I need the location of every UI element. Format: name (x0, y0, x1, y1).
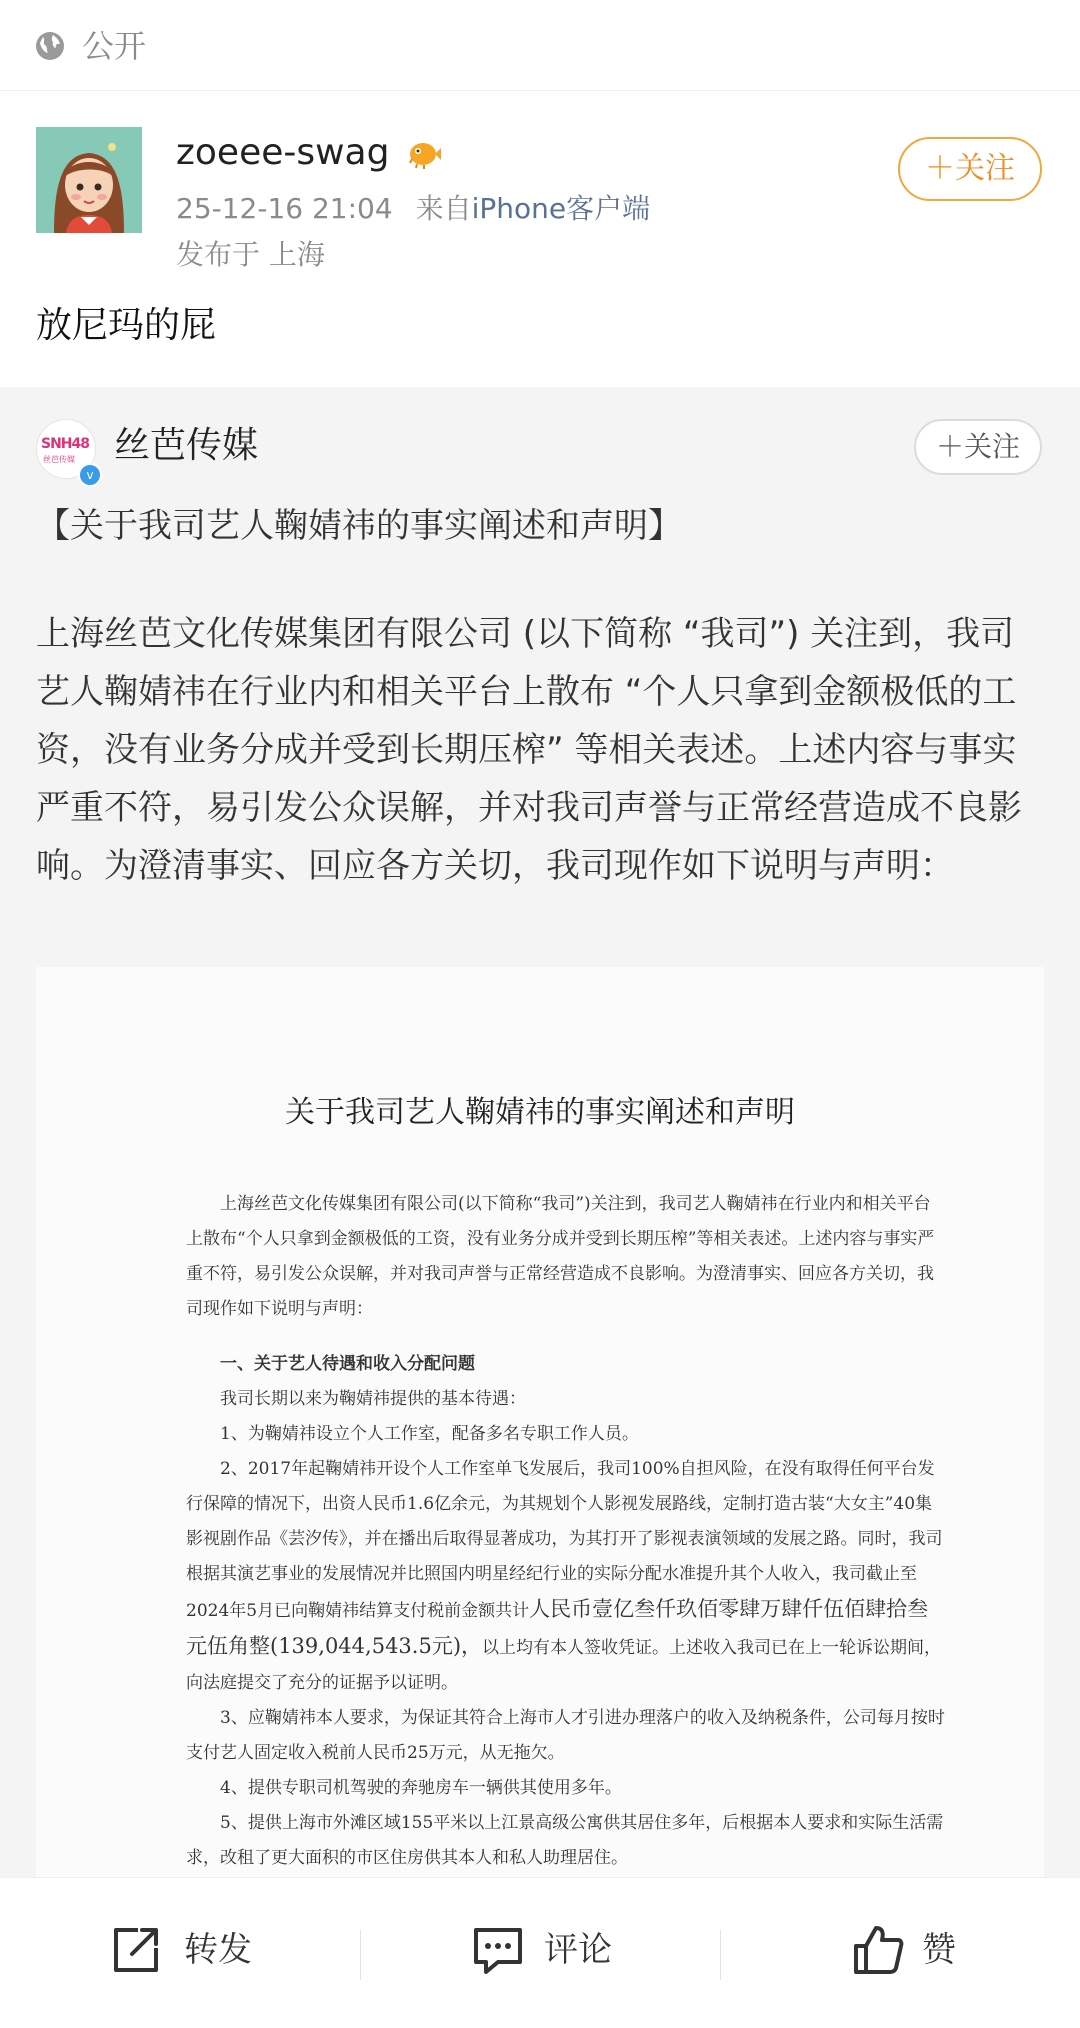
thumbs-up-icon (850, 1922, 906, 1978)
source-prefix: 来自 (415, 192, 472, 225)
plus-icon: ＋ (935, 430, 964, 463)
like-label: 赞 (922, 1930, 956, 1970)
visibility-bar (0, 0, 1080, 91)
repost-title: 【关于我司艺人鞠婧祎的事实阐述和声明】 (36, 506, 682, 546)
plus-icon: ＋ (925, 151, 955, 186)
repost-follow-button[interactable]: ＋关注 (914, 419, 1042, 475)
share-icon (108, 1922, 164, 1978)
doc-line: 5、提供上海市外滩区域155平米以上江景高级公寓供其居住多年，后根据本人要求和实际生活需求，改租了更大面积的市区住房供其本人和私人助理居住。 (186, 1813, 944, 1868)
repost-body: 上海丝芭文化传媒集团有限公司 (以下简称 “我司”) 关注到，我司艺人鞠婧祎在行业内和相关平台上散布 “个人只拿到金额极低的工资，没有业务分成并受到长期压榨” 等相关表述。上述内容与事实严重不符，易引发公众误解，并对我司声誉与正常经营造成不良影响。为澄清事实、回应各方关切，我司现作如下说明与声明： (36, 614, 1022, 886)
doc-paragraph: 上海丝芭文化传媒集团有限公司(以下简称“我司”)关注到，我司艺人鞠婧祎在行业内和相关平台上散布“个人只拿到金额极低的工资，没有业务分成并受到长期压榨”等相关表述。上述内容与事实严重不符，易引发公众误解，并对我司声誉与正常经营造成不良影响。为澄清事实、回应各方关切，我司现作如下说明与声明： (186, 1194, 935, 1319)
verified-icon: v (78, 463, 102, 487)
doc-line: 我司长期以来为鞠婧祎提供的基本待遇： (220, 1389, 526, 1409)
pufferfish-badge-icon (407, 139, 441, 169)
repost-avatar-logo-sub: 丝芭传媒 (43, 455, 75, 464)
repost-avatar-logo: SNH48 (41, 436, 89, 452)
globe-icon (34, 30, 66, 62)
post-text: 放尼玛的屁 (36, 305, 217, 346)
like-button[interactable] (720, 1878, 1080, 2028)
action-bar (0, 1877, 1080, 2028)
doc-line: 2、2017年起鞠婧祎开设个人工作室单飞发展后，我司100%自担风险，在没有取得任何平台发行保障的情况下，出资人民币1.6亿余元，为其规划个人影视发展路线，定制打造古装“大女主”40集影视剧作品《芸汐传》，并在播出后取得显著成功，为其打开了影视表演领域的发展之路。同时，我司根据其演艺事业的发展情况并比照国内明星经纪行业的实际分配水准提升其个人收入，我司截止至2024年5月已向鞠婧祎结算支付税前金额共计人民币壹亿叁仟玖佰零肆万肆仟伍佰肆拾叁元伍角整(139,044,543.5元)，以上均有本人签收凭证。上述收入我司已在上一轮诉讼期间，向法庭提交了充分的证据予以证明。 (186, 1459, 943, 1693)
repost-card[interactable] (0, 387, 1080, 1877)
doc-line: 1、为鞠婧祎设立个人工作室，配备多名专职工作人员。 (220, 1424, 639, 1444)
doc-line: 3、应鞠婧祎本人要求，为保证其符合上海市人才引进办理落户的收入及纳税条件，公司每月按时支付艺人固定收入税前人民币25万元，从无拖欠。 (186, 1708, 945, 1763)
doc-line: 4、提供专职司机驾驶的奔驰房车一辆供其使用多年。 (220, 1778, 622, 1798)
comment-icon (470, 1922, 526, 1978)
comment-label: 评论 (544, 1930, 612, 1970)
repost-label: 转发 (184, 1930, 252, 1970)
post-card (0, 91, 1080, 387)
doc-title: 关于我司艺人鞠婧祎的事实阐述和声明 (285, 1095, 795, 1130)
post-meta (176, 191, 650, 227)
statement-image[interactable] (36, 967, 1044, 1877)
avatar-illustration (36, 127, 142, 233)
username[interactable]: zoeee-swag (176, 131, 441, 175)
repost-button[interactable] (0, 1878, 360, 2028)
post-source[interactable]: iPhone客户端 (471, 192, 651, 225)
follow-button[interactable]: ＋关注 (898, 137, 1042, 201)
repost-author[interactable]: 丝芭传媒 (114, 425, 259, 466)
doc-amount: 人民币壹亿叁仟玖佰零肆万肆仟伍佰肆拾叁元伍角整(139,044,543.5元)， (186, 1597, 929, 1658)
avatar[interactable] (36, 127, 142, 233)
visibility-label: 公开 (82, 27, 147, 65)
post-time: 25-12-16 21:04 (176, 192, 393, 225)
post-location: 发布于 上海 (176, 238, 325, 271)
doc-heading: 一、关于艺人待遇和收入分配问题 (220, 1354, 475, 1374)
doc-body (186, 1187, 946, 1911)
comment-button[interactable] (360, 1878, 720, 2028)
